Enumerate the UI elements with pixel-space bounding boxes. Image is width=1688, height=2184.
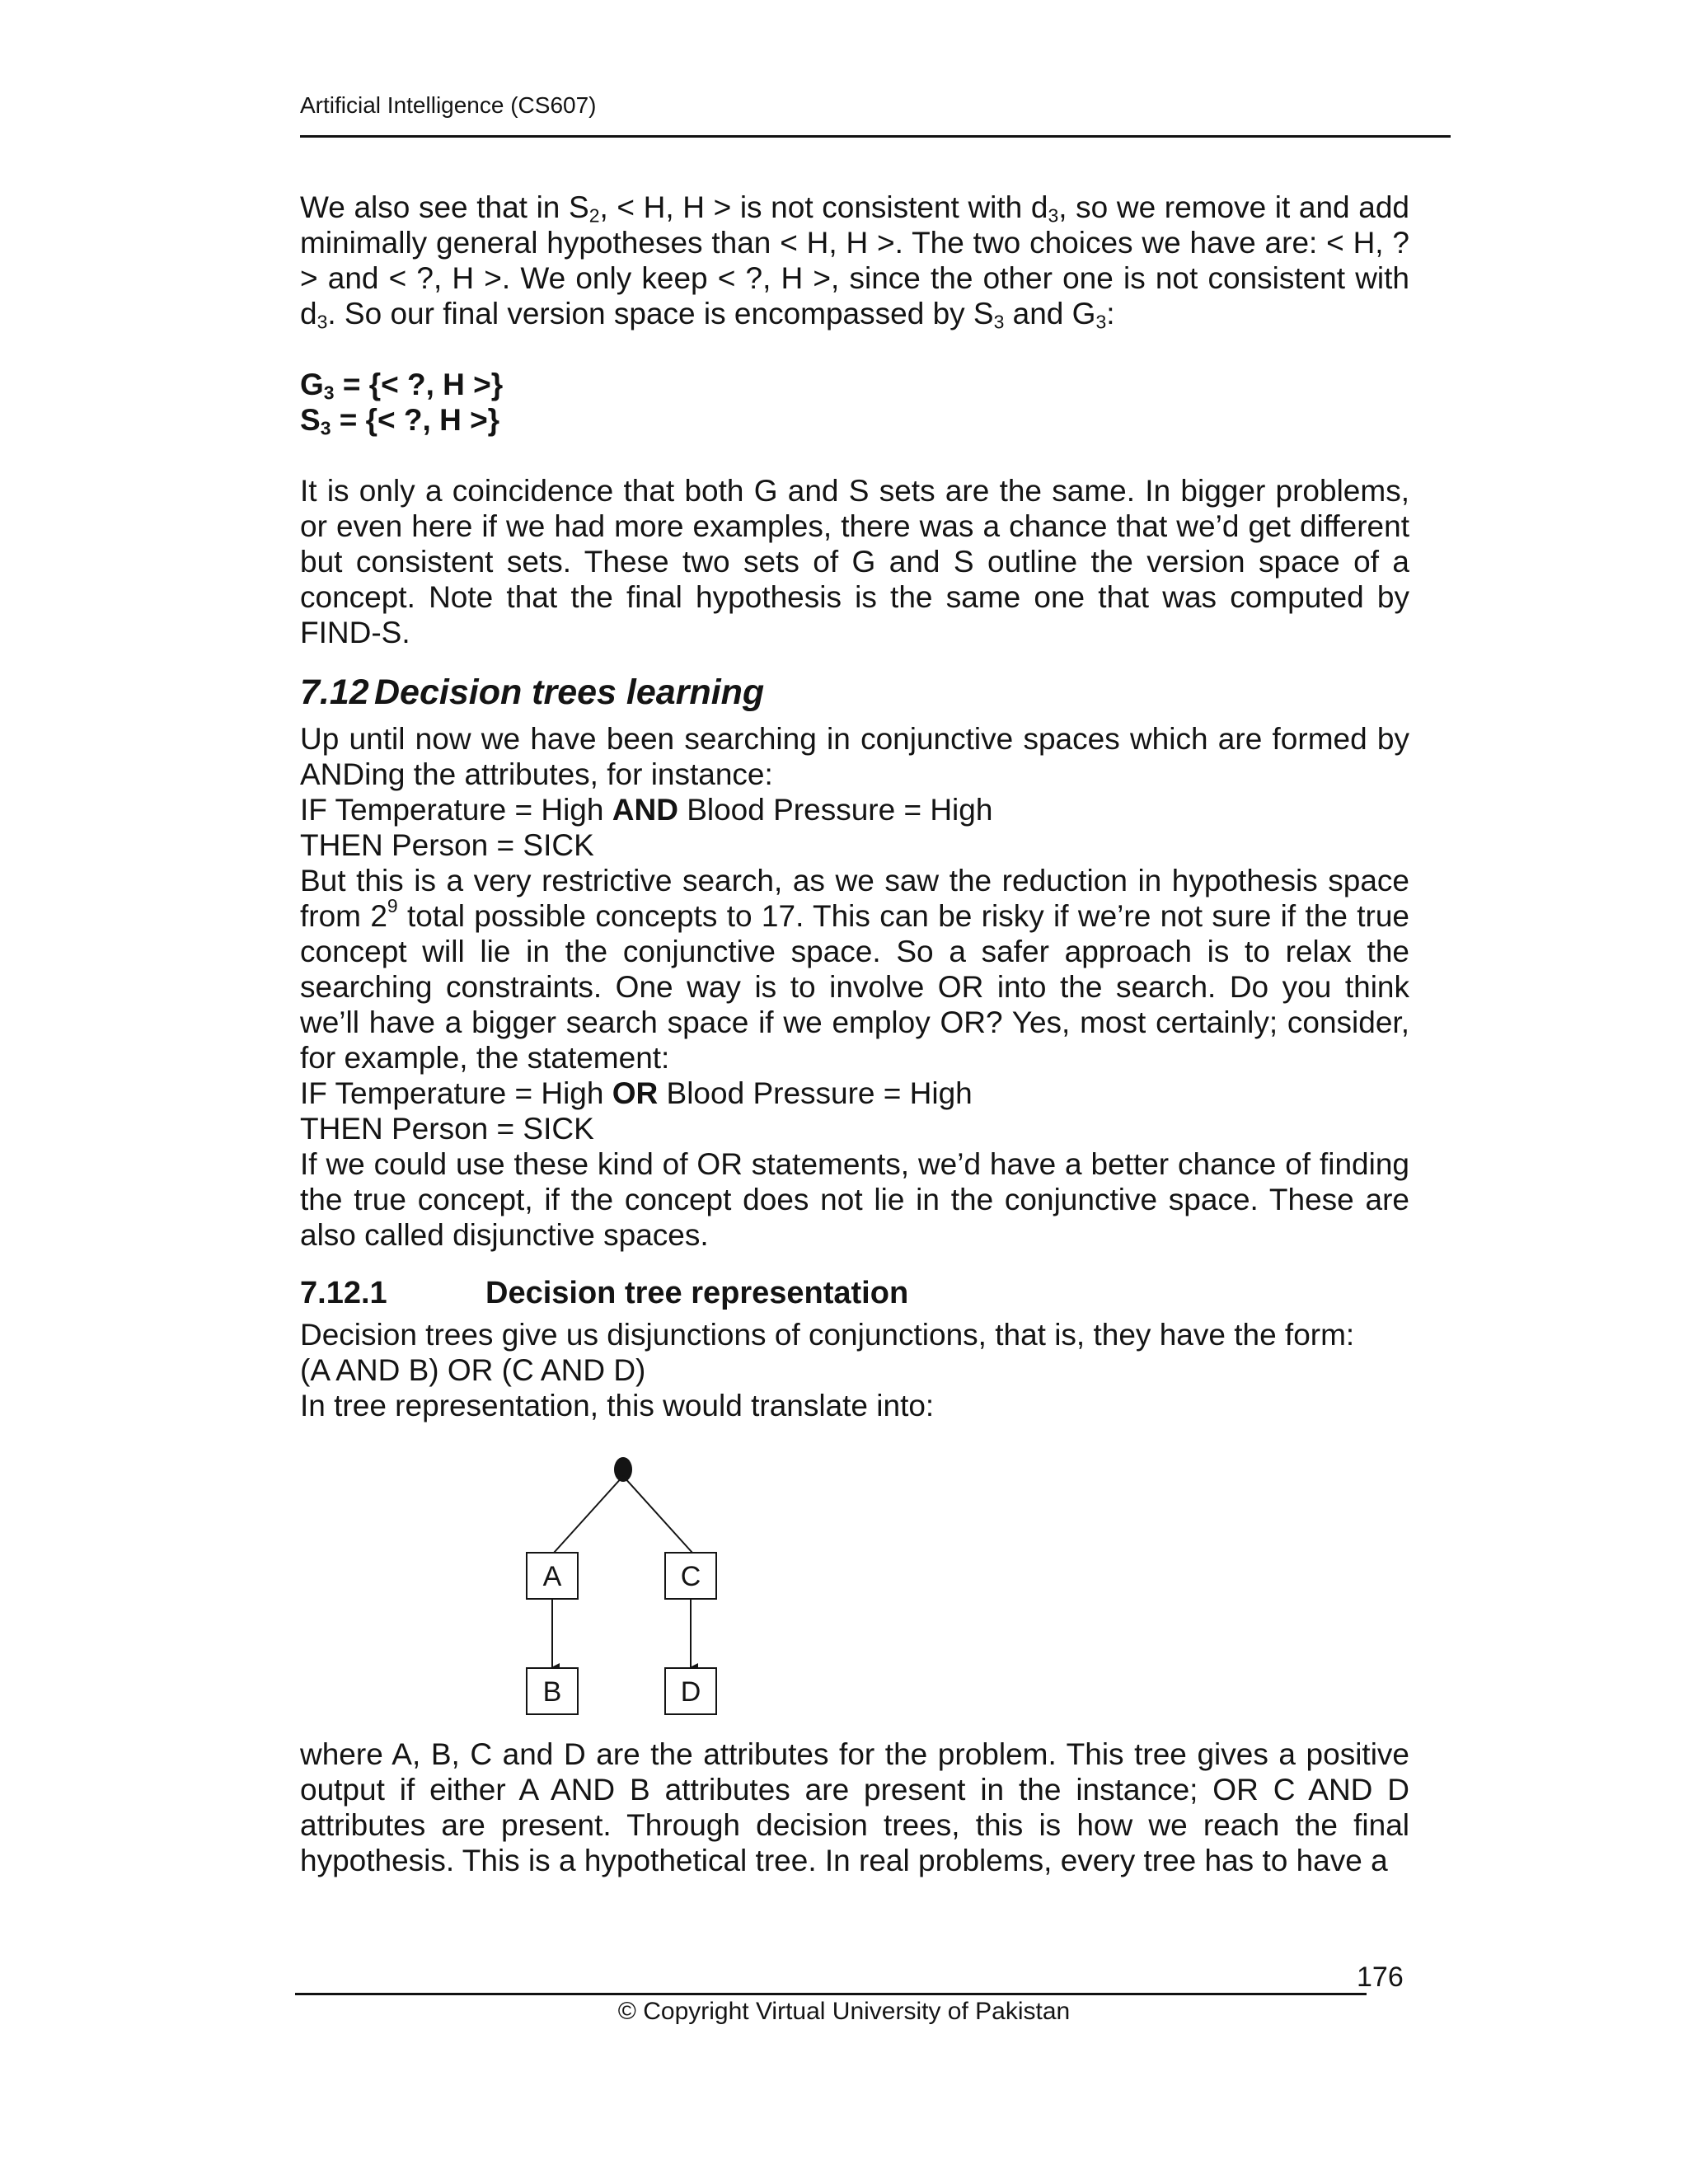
edge-root-c <box>623 1476 692 1553</box>
operator: AND <box>612 793 678 827</box>
node-a-label: A <box>542 1561 562 1592</box>
rule-or-then: THEN Person = SICK <box>300 1112 594 1146</box>
operator: OR <box>612 1076 659 1110</box>
text-run: : <box>1106 297 1115 330</box>
node-d-label: D <box>680 1676 701 1708</box>
text-run: total possible concepts to 17. This can be risky if we’re not sure if the true concept will lie in the conjunctive space. So a safer approach is to relax the searching constraints. One way is to involve OR into the search. Do you think we’ll have a bigger search space if we employ OR? Yes, most certainly; consider, for example, the statement: <box>300 899 1409 1075</box>
s3-set <box>300 402 1409 438</box>
set-letter: G <box>300 368 324 401</box>
section-title: Decision trees learning <box>374 673 765 712</box>
node-b-label: B <box>542 1676 562 1708</box>
paragraph-restrictive <box>300 863 1409 1076</box>
set-letter: S <box>300 403 321 437</box>
text-run: We also see that in S <box>300 190 589 224</box>
paragraph-version-space <box>300 190 1409 331</box>
text-run: IF Temperature = High <box>300 793 612 827</box>
edge-root-a <box>554 1476 623 1553</box>
page-number: 176 <box>1357 1961 1404 1993</box>
subscript: 3 <box>323 382 335 404</box>
paragraph-intro: Up until now we have been searching in conjunctive spaces which are formed by ANDing the attributes, for instance: <box>300 722 1409 791</box>
paragraph-disjunctive: If we could use these kind of OR statements, we’d have a better chance of finding the true concept, if the concept does not lie in the conjunctive space. These are also called disjunctive spaces. <box>300 1147 1409 1252</box>
subscript: 3 <box>1095 311 1107 333</box>
rule-and-then: THEN Person = SICK <box>300 828 594 862</box>
text-run: Blood Pressure = High <box>678 793 993 827</box>
rule-and <box>300 792 1409 827</box>
set-value: = {< ?, H >} <box>334 368 504 401</box>
text-run: , so we remove it and add minimally general hypotheses than < H, H >. The two choices we have are: < H, ? > and < ?, H >. We only keep < ?, H >, since the other one is not consistent with d <box>300 190 1410 330</box>
node-c-label: C <box>680 1561 701 1592</box>
subsection-heading <box>300 1274 1409 1312</box>
rule-or <box>300 1076 1409 1111</box>
page-body <box>300 190 1409 1878</box>
set-value: = {< ?, H >} <box>331 403 500 437</box>
text-run: Blood Pressure = High <box>658 1076 973 1110</box>
superscript: 9 <box>387 894 398 916</box>
subsection-number: 7.12.1 <box>300 1276 387 1310</box>
text-run: and G <box>1004 297 1096 330</box>
text-run: , < H, H > is not consistent with d <box>599 190 1048 224</box>
tree-formula: (A AND B) OR (C AND D) <box>300 1353 646 1387</box>
subsection-title: Decision tree representation <box>485 1276 909 1310</box>
section-heading <box>300 672 1409 713</box>
tree-intro-line: In tree representation, this would translate into: <box>300 1389 935 1422</box>
paragraph-tree-explanation: where A, B, C and D are the attributes for the problem. This tree gives a positive output if either A AND B attributes are present in the instance; OR C AND D attributes are present. Through decision trees, this is how we reach the final hypothesis. This is a hypothetical tree. In real problems, every tree has to have a <box>300 1737 1409 1877</box>
subscript: 3 <box>1048 204 1059 227</box>
text-run: . So our final version space is encompassed by S <box>327 297 994 330</box>
header-divider <box>300 135 1451 138</box>
decision-tree-diagram <box>300 1423 1409 1736</box>
text-run: But this is a very restrictive search, as we saw the reduction in hypothesis space from 2 <box>300 864 1409 933</box>
subscript: 3 <box>316 311 328 333</box>
subscript: 2 <box>588 204 600 227</box>
text-run: IF Temperature = High <box>300 1076 612 1110</box>
section-number: 7.12 <box>300 673 369 712</box>
subscript: 3 <box>993 311 1005 333</box>
tree-form-line: Decision trees give us disjunctions of conjunctions, that is, they have the form: <box>300 1318 1355 1352</box>
copyright-notice: © Copyright Virtual University of Pakistan <box>617 1998 1071 2025</box>
page-header-title: Artificial Intelligence (CS607) <box>300 92 597 118</box>
paragraph-coincidence: It is only a coincidence that both G and S sets are the same. In bigger problems, or even here if we had more examples, there was a chance that we’d get different but consistent sets. These two sets of G and S outline the version space of a concept. Note that the final hypothesis is the same one that was computed by FIND-S. <box>300 474 1409 649</box>
g3-set <box>300 367 1409 402</box>
footer-divider <box>295 1993 1367 1995</box>
subscript: 3 <box>320 417 331 439</box>
root-node <box>614 1457 632 1482</box>
